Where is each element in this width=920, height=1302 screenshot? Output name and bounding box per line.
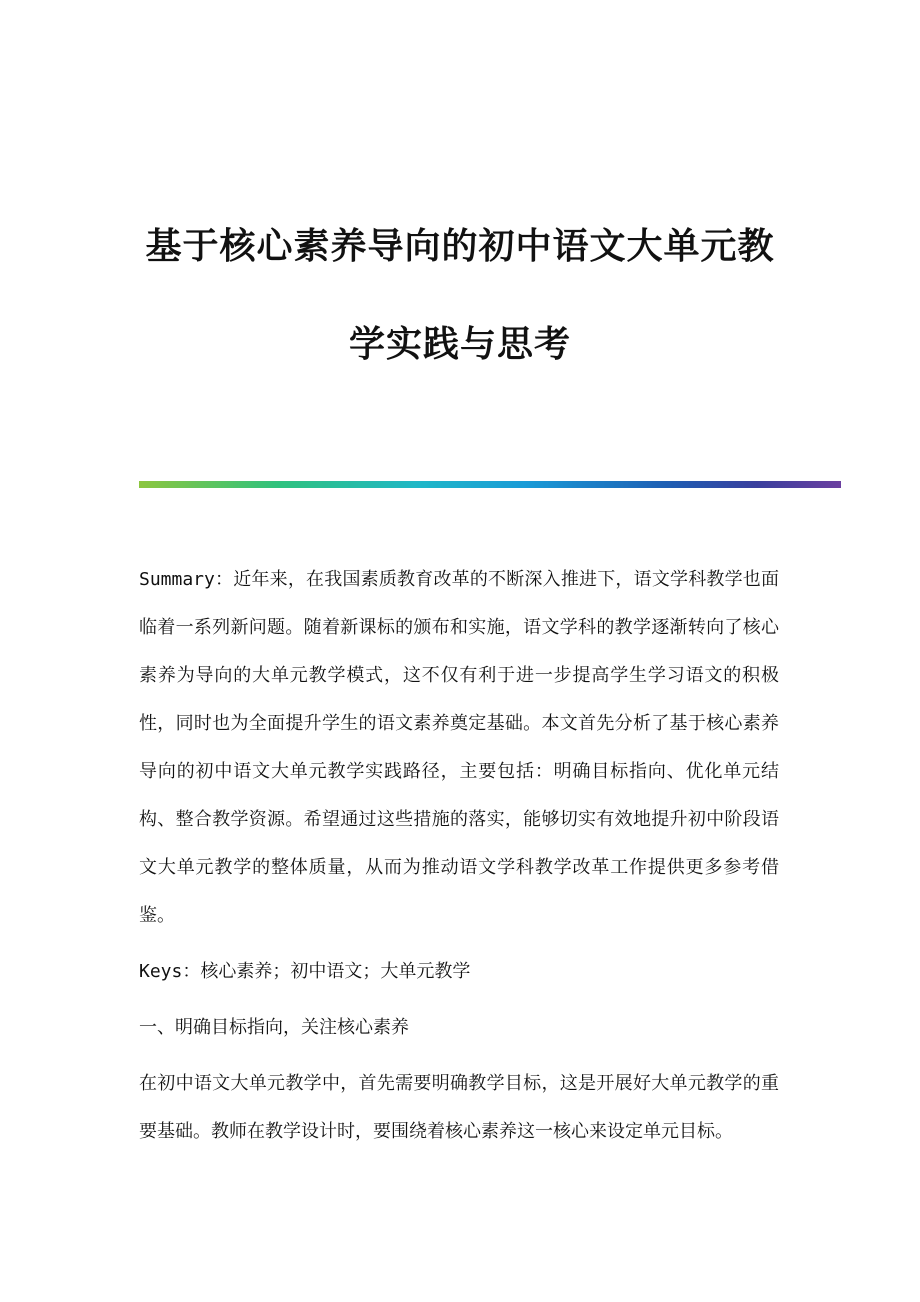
keywords-label: Keys：	[139, 961, 201, 982]
section-paragraph: 在初中语文大单元教学中，首先需要明确教学目标，这是开展好大单元教学的重要基础。教师在教学设计时，要围绕着核心素养这一核心来设定单元目标。	[139, 1073, 779, 1142]
document-title-line-2: 学实践与思考	[348, 323, 571, 365]
gradient-divider	[139, 481, 841, 488]
summary-text: 近年来，在我国素质教育改革的不断深入推进下，语文学科教学也面临着一系列新问题。随着新课标的颁布和实施，语文学科的教学逐渐转向了核心素养为导向的大单元教学模式，这不仅有利于进一步提高学生学习语文的积极性，同时也为全面提升学生的语文素养奠定基础。本文首先分析了基于核心素养导向的初中语文大单元教学实践路径，主要包括：明确目标指向、优化单元结构、整合教学资源。希望通过这些措施的落实，能够切实有效地提升初中阶段语文大单元教学的整体质量，从而为推动语文学科教学改革工作提供更多参考借鉴。	[139, 569, 780, 926]
keywords-text: 核心素养；初中语文；大单元教学	[200, 961, 471, 982]
summary-label: Summary：	[139, 569, 234, 590]
section-heading: 一、明确目标指向，关注核心素养	[139, 1017, 409, 1038]
keywords-line	[139, 948, 779, 996]
summary-paragraph	[139, 556, 779, 940]
document-title-line-1: 基于核心素养导向的初中语文大单元教	[145, 225, 775, 267]
